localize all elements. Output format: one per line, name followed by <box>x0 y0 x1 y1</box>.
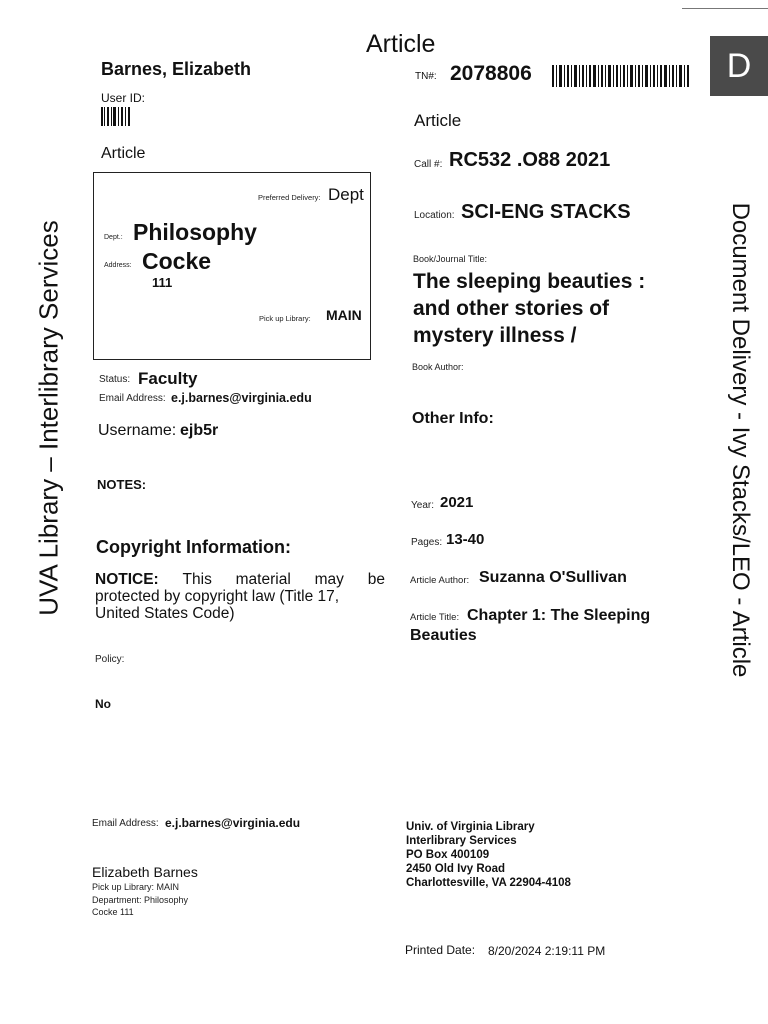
book-title-label: Book/Journal Title: <box>413 254 488 264</box>
book-author-label: Book Author: <box>412 362 464 372</box>
status-value: Faculty <box>138 369 198 388</box>
section-tab: D <box>710 36 768 96</box>
footer-address: Cocke 111 <box>92 907 134 917</box>
call-number-label: Call #: <box>414 159 443 170</box>
delivery-box <box>93 172 371 360</box>
pages-label: Pages: <box>411 537 443 548</box>
email-label: Email Address: <box>99 393 166 404</box>
notice-word: material <box>235 571 291 588</box>
copyright-heading: Copyright Information: <box>96 537 291 557</box>
patron-article-label: Article <box>101 145 146 162</box>
preferred-delivery-value: Dept <box>328 185 364 204</box>
notice-label: NOTICE: <box>95 571 159 588</box>
article-title-line1: Chapter 1: The Sleeping <box>467 607 651 624</box>
footer-name: Elizabeth Barnes <box>92 864 198 880</box>
footer-email: e.j.barnes@virginia.edu <box>165 816 301 830</box>
dept-label: Dept.: <box>104 234 123 241</box>
status-label: Status: <box>99 374 131 385</box>
library-address-line: Univ. of Virginia Library <box>406 821 535 833</box>
year-value: 2021 <box>440 494 474 511</box>
library-address-line: Interlibrary Services <box>406 835 517 847</box>
pages-value: 13-40 <box>446 531 485 548</box>
copyright-notice <box>95 571 385 622</box>
policy-label: Policy: <box>95 654 125 665</box>
page-title: Article <box>366 30 436 58</box>
dept-value: Philosophy <box>133 219 257 245</box>
email-value: e.j.barnes@virginia.edu <box>171 391 312 405</box>
preferred-delivery-label: Preferred Delivery: <box>258 193 321 202</box>
other-info-label: Other Info: <box>412 410 494 427</box>
left-side-banner: UVA Library – Interlibrary Services <box>33 220 64 616</box>
address-line1: Cocke <box>142 248 212 274</box>
library-address <box>406 820 571 890</box>
printed-date-value: 8/20/2024 2:19:11 PM <box>488 944 606 958</box>
item-article-label: Article <box>414 111 462 130</box>
user-id-barcode <box>101 107 131 126</box>
username-label: Username: <box>98 422 177 439</box>
library-address-line: Charlottesville, VA 22904-4108 <box>406 877 571 889</box>
notice-word: be <box>367 571 385 588</box>
pickup-label: Pick up Library: <box>259 314 311 323</box>
address-label: Address: <box>104 262 132 269</box>
book-title-line: and other stories of <box>413 297 610 320</box>
patron-name: Barnes, Elizabeth <box>101 59 252 79</box>
notice-word: This <box>182 571 212 588</box>
username-value: ejb5r <box>180 422 219 439</box>
notice-text: protected by copyright law (Title 17, United States Code) <box>95 588 340 622</box>
article-author: Suzanna O'Sullivan <box>479 569 627 586</box>
year-label: Year: <box>411 500 434 511</box>
book-title <box>413 268 645 349</box>
top-rule <box>682 8 768 9</box>
location-label: Location: <box>414 210 455 221</box>
article-title-label: Article Title: <box>410 612 460 623</box>
tn-barcode <box>552 65 692 87</box>
footer-email-label: Email Address: <box>92 818 159 829</box>
address-line2: 111 <box>152 275 173 290</box>
user-id-label: User ID: <box>101 91 146 105</box>
location-value: SCI-ENG STACKS <box>461 201 631 223</box>
library-address-line: 2450 Old Ivy Road <box>406 863 506 875</box>
article-author-label: Article Author: <box>410 575 470 586</box>
footer-pickup: Pick up Library: MAIN <box>92 882 180 892</box>
printed-date-label: Printed Date: <box>405 943 476 957</box>
right-side-banner: Document Delivery - Ivy Stacks/LEO - Article <box>727 202 754 678</box>
pickup-value: MAIN <box>326 307 362 323</box>
book-title-line: The sleeping beauties : <box>413 270 646 293</box>
footer-department: Department: Philosophy <box>92 895 189 905</box>
call-number: RC532 .O88 2021 <box>449 149 611 171</box>
article-title-line2: Beauties <box>410 627 477 644</box>
notes-label: NOTES: <box>97 477 147 492</box>
library-address-line: PO Box 400109 <box>406 849 490 861</box>
policy-value: No <box>95 697 111 711</box>
tn-label: TN#: <box>415 71 437 82</box>
book-title-line: mystery illness / <box>413 324 577 347</box>
notice-word: may <box>314 571 344 588</box>
tn-number: 2078806 <box>450 62 532 85</box>
